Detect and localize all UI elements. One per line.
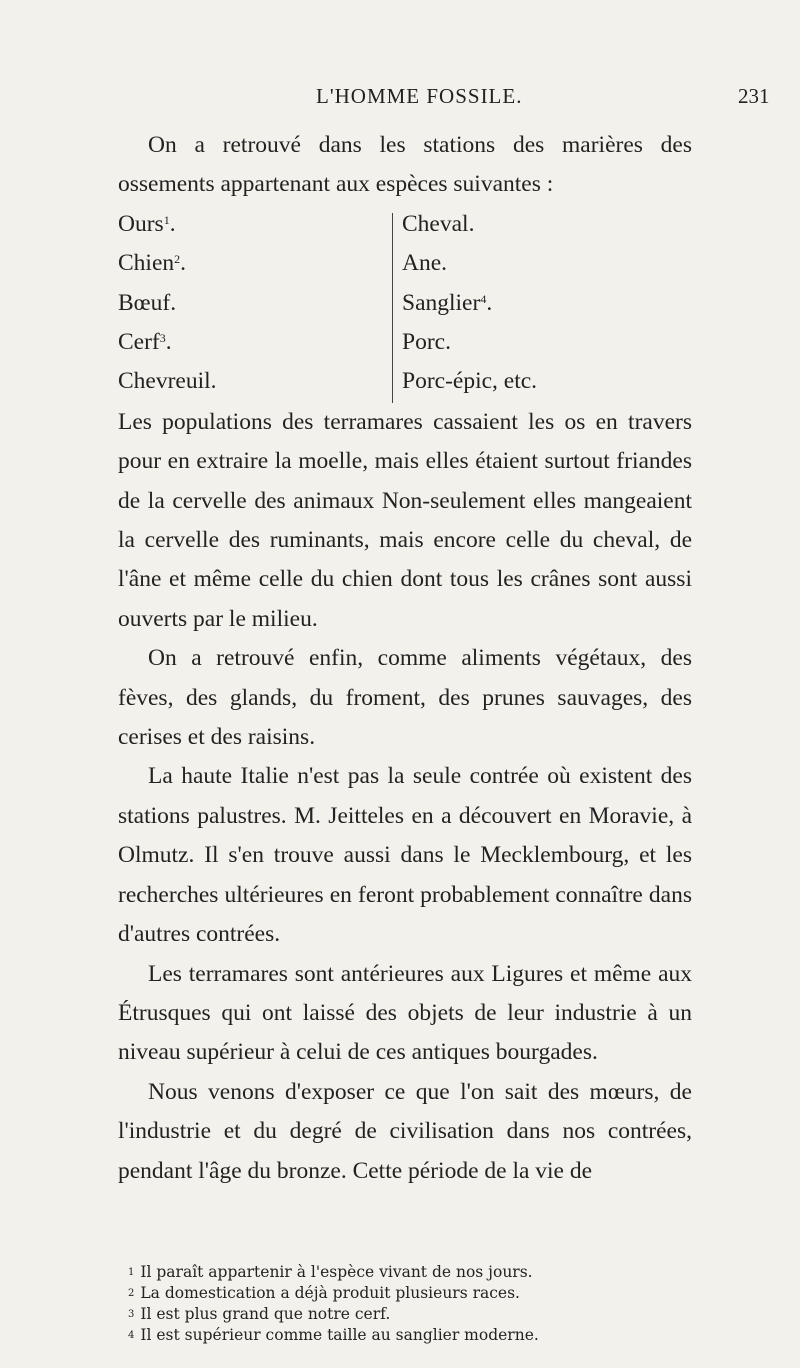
footnote-ref: 2	[174, 252, 181, 267]
species-item: Chien$^2$.	[118, 250, 187, 277]
footnote-number: 2	[128, 1288, 135, 1299]
paragraph-conclusion: Nous venons d'exposer ce que l'on sait des mœurs, de l'industrie et du degré de civilisation dans nos contrées, pendant l'âge du bronze. Cette période de la vie de	[118, 1078, 692, 1184]
footnote-number: 4	[128, 1330, 135, 1341]
species-item: Cerf$^3$.	[118, 328, 172, 355]
species-item: Porc-épic, etc.	[402, 368, 538, 395]
species-column-left	[118, 205, 217, 402]
footnote: $^4$ Il est supérieur comme taille au sanglier moderne.	[128, 1326, 539, 1344]
footnote-number: 3	[128, 1309, 135, 1320]
species-item: Ours$^1$.	[118, 210, 176, 237]
footnote-ref: 3	[159, 330, 166, 345]
paragraph-populations: Les populations des terramares cassaient les os en travers pour en extraire la moelle, mais elles étaient surtout friandes de la cervelle des animaux Non-seulement elles mangeaient la cervelle des ruminants, mais encore celle du cheval, de l'âne et même celle du chien dont tous les crânes sont aussi ouverts par le milieu.	[118, 408, 692, 632]
species-list	[118, 205, 692, 403]
paragraph-terramares: Les terramares sont antérieures aux Ligures et même aux Étrusques qui ont laissé des objets de leur industrie à un niveau supérieur à celui de ces antiques bourgades.	[118, 960, 692, 1066]
page-number: 231	[738, 84, 770, 108]
footnote-number: 1	[128, 1267, 135, 1278]
paragraph-aliments: On a retrouvé enfin, comme aliments végétaux, des fèves, des glands, du froment, des prunes sauvages, des cerises et des raisins.	[118, 645, 692, 751]
body-text	[118, 126, 692, 1191]
footnote-ref: 4	[480, 291, 487, 306]
footnote: $^3$ Il est plus grand que notre cerf.	[128, 1305, 391, 1323]
species-item: Porc.	[402, 328, 451, 355]
paragraph-intro: On a retrouvé dans les stations des marières des ossements appartenant aux espèces suivantes :	[118, 132, 692, 198]
species-column-right	[402, 205, 537, 402]
paragraph-italie: La haute Italie n'est pas la seule contrée où existent des stations palustres. M. Jeitteles en a découvert en Moravie, à Olmutz. Il s'en trouve aussi dans le Mecklembourg, et les recherches ultérieures en feront probablement connaître dans d'autres contrées.	[118, 763, 692, 948]
footnote-ref: 1	[163, 212, 170, 227]
footnote: $^1$ Il paraît appartenir à l'espèce vivant de nos jours.	[128, 1263, 533, 1281]
running-title: L'HOMME FOSSILE.	[316, 84, 523, 108]
species-item: Chevreuil.	[118, 368, 217, 395]
species-item: Cheval.	[402, 210, 475, 237]
footnotes	[128, 1262, 688, 1346]
species-item: Ane.	[402, 250, 448, 277]
column-divider	[392, 213, 393, 403]
footnote: $^2$ La domestication a déjà produit plusieurs races.	[128, 1284, 520, 1302]
species-item: Bœuf.	[118, 289, 177, 316]
running-head	[0, 84, 800, 114]
species-item: Sanglier$^4$.	[402, 289, 493, 316]
